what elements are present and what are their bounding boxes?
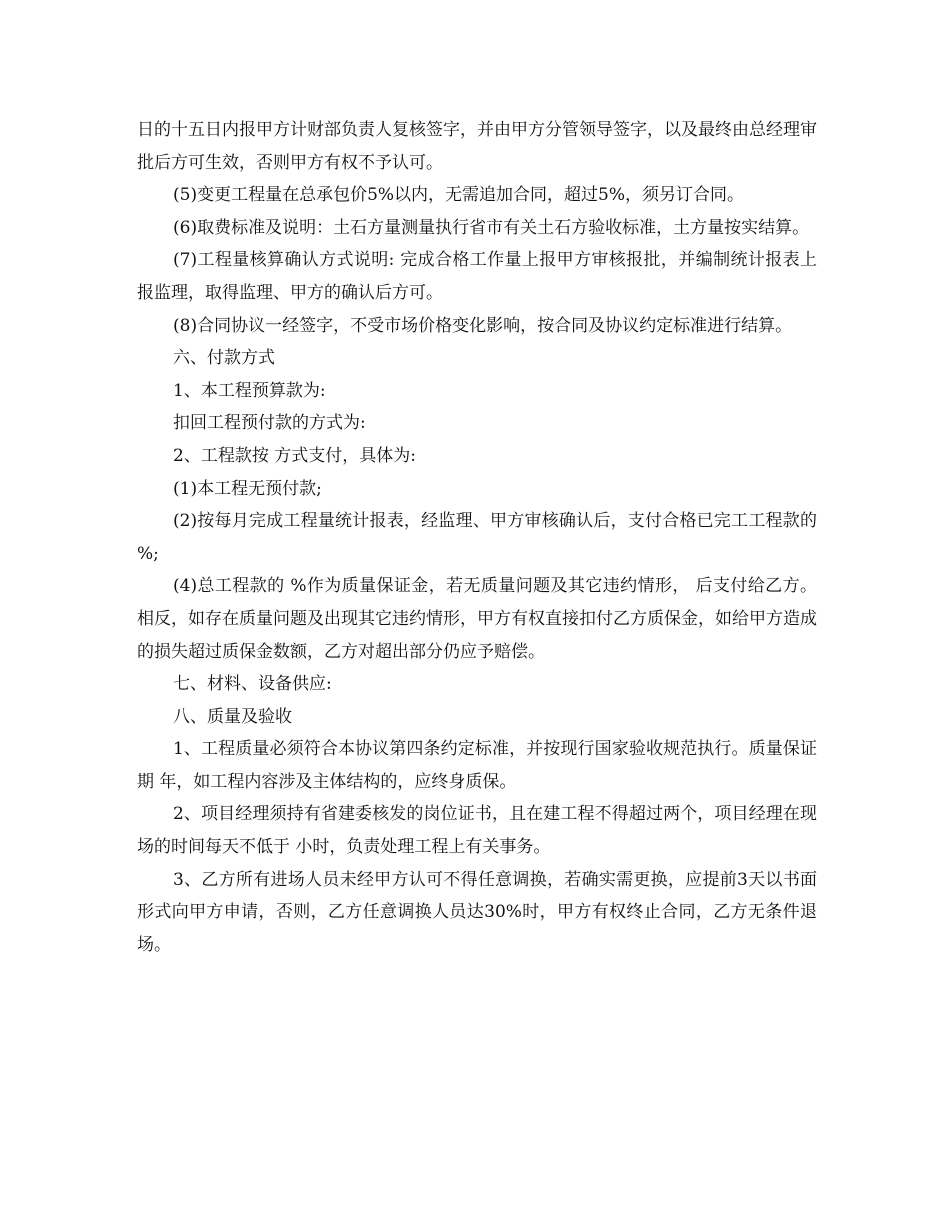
section-heading-materials: 七、材料、设备供应:: [173, 674, 332, 695]
paragraph-advance-recovery: 扣回工程预付款的方式为:: [173, 413, 366, 434]
paragraph-payment-item-1: (1)本工程无预付款;: [173, 478, 322, 499]
section-heading-quality: 八、质量及验收: [173, 706, 292, 727]
paragraph-payment-item-4: (4)总工程款的 %作为质量保证金，若无质量问题及其它违约情形， 后支付给乙方。相反，如存在质量问题及出现其它违约情形，甲方有权直接扣付乙方质保金，如给甲方造成的损失超过质保金数额，乙方对超出部分仍应予赔偿。: [137, 576, 817, 662]
paragraph-continuation: 日的十五日内报甲方计财部负责人复核签字，并由甲方分管领导签字，以及最终由总经理审批后方可生效，否则甲方有权不予认可。: [137, 120, 817, 173]
section-heading-payment: 六、付款方式: [173, 348, 275, 369]
paragraph-clause-8: (8)合同协议一经签字，不受市场价格变化影响，按合同及协议约定标准进行结算。: [173, 315, 793, 336]
paragraph-clause-5: (5)变更工程量在总承包价5%以内，无需追加合同，超过5%，须另订合同。: [173, 185, 745, 206]
paragraph-payment-2: 2、工程款按 方式支付，具体为:: [173, 445, 416, 466]
paragraph-clause-6: (6)取费标准及说明：土石方量测量执行省市有关土石方验收标准，土方量按实结算。: [173, 217, 810, 238]
paragraph-quality-3: 3、乙方所有进场人员未经甲方认可不得任意调换，若确实需更换，应提前3天以书面形式向甲方申请，否则，乙方任意调换人员达30%时，甲方有权终止合同，乙方无条件退场。: [137, 869, 817, 955]
paragraph-quality-2: 2、项目经理须持有省建委核发的岗位证书，且在建工程不得超过两个，项目经理在现场的时间每天不低于 小时，负责处理工程上有关事务。: [137, 804, 817, 858]
paragraph-quality-1: 1、工程质量必须符合本协议第四条约定标准，并按现行国家验收规范执行。质量保证期 年，如工程内容涉及主体结构的，应终身质保。: [137, 739, 817, 792]
paragraph-payment-item-2: (2)按每月完成工程量统计报表，经监理、甲方审核确认后，支付合格已完工工程款的 %;: [137, 511, 817, 564]
paragraph-clause-7: (7)工程量核算确认方式说明: 完成合格工作量上报甲方审核报批，并编制统计报表上报监理，取得监理、甲方的确认后方可。: [137, 250, 817, 303]
paragraph-payment-1: 1、本工程预算款为:: [173, 380, 326, 401]
document-body: [137, 114, 817, 961]
